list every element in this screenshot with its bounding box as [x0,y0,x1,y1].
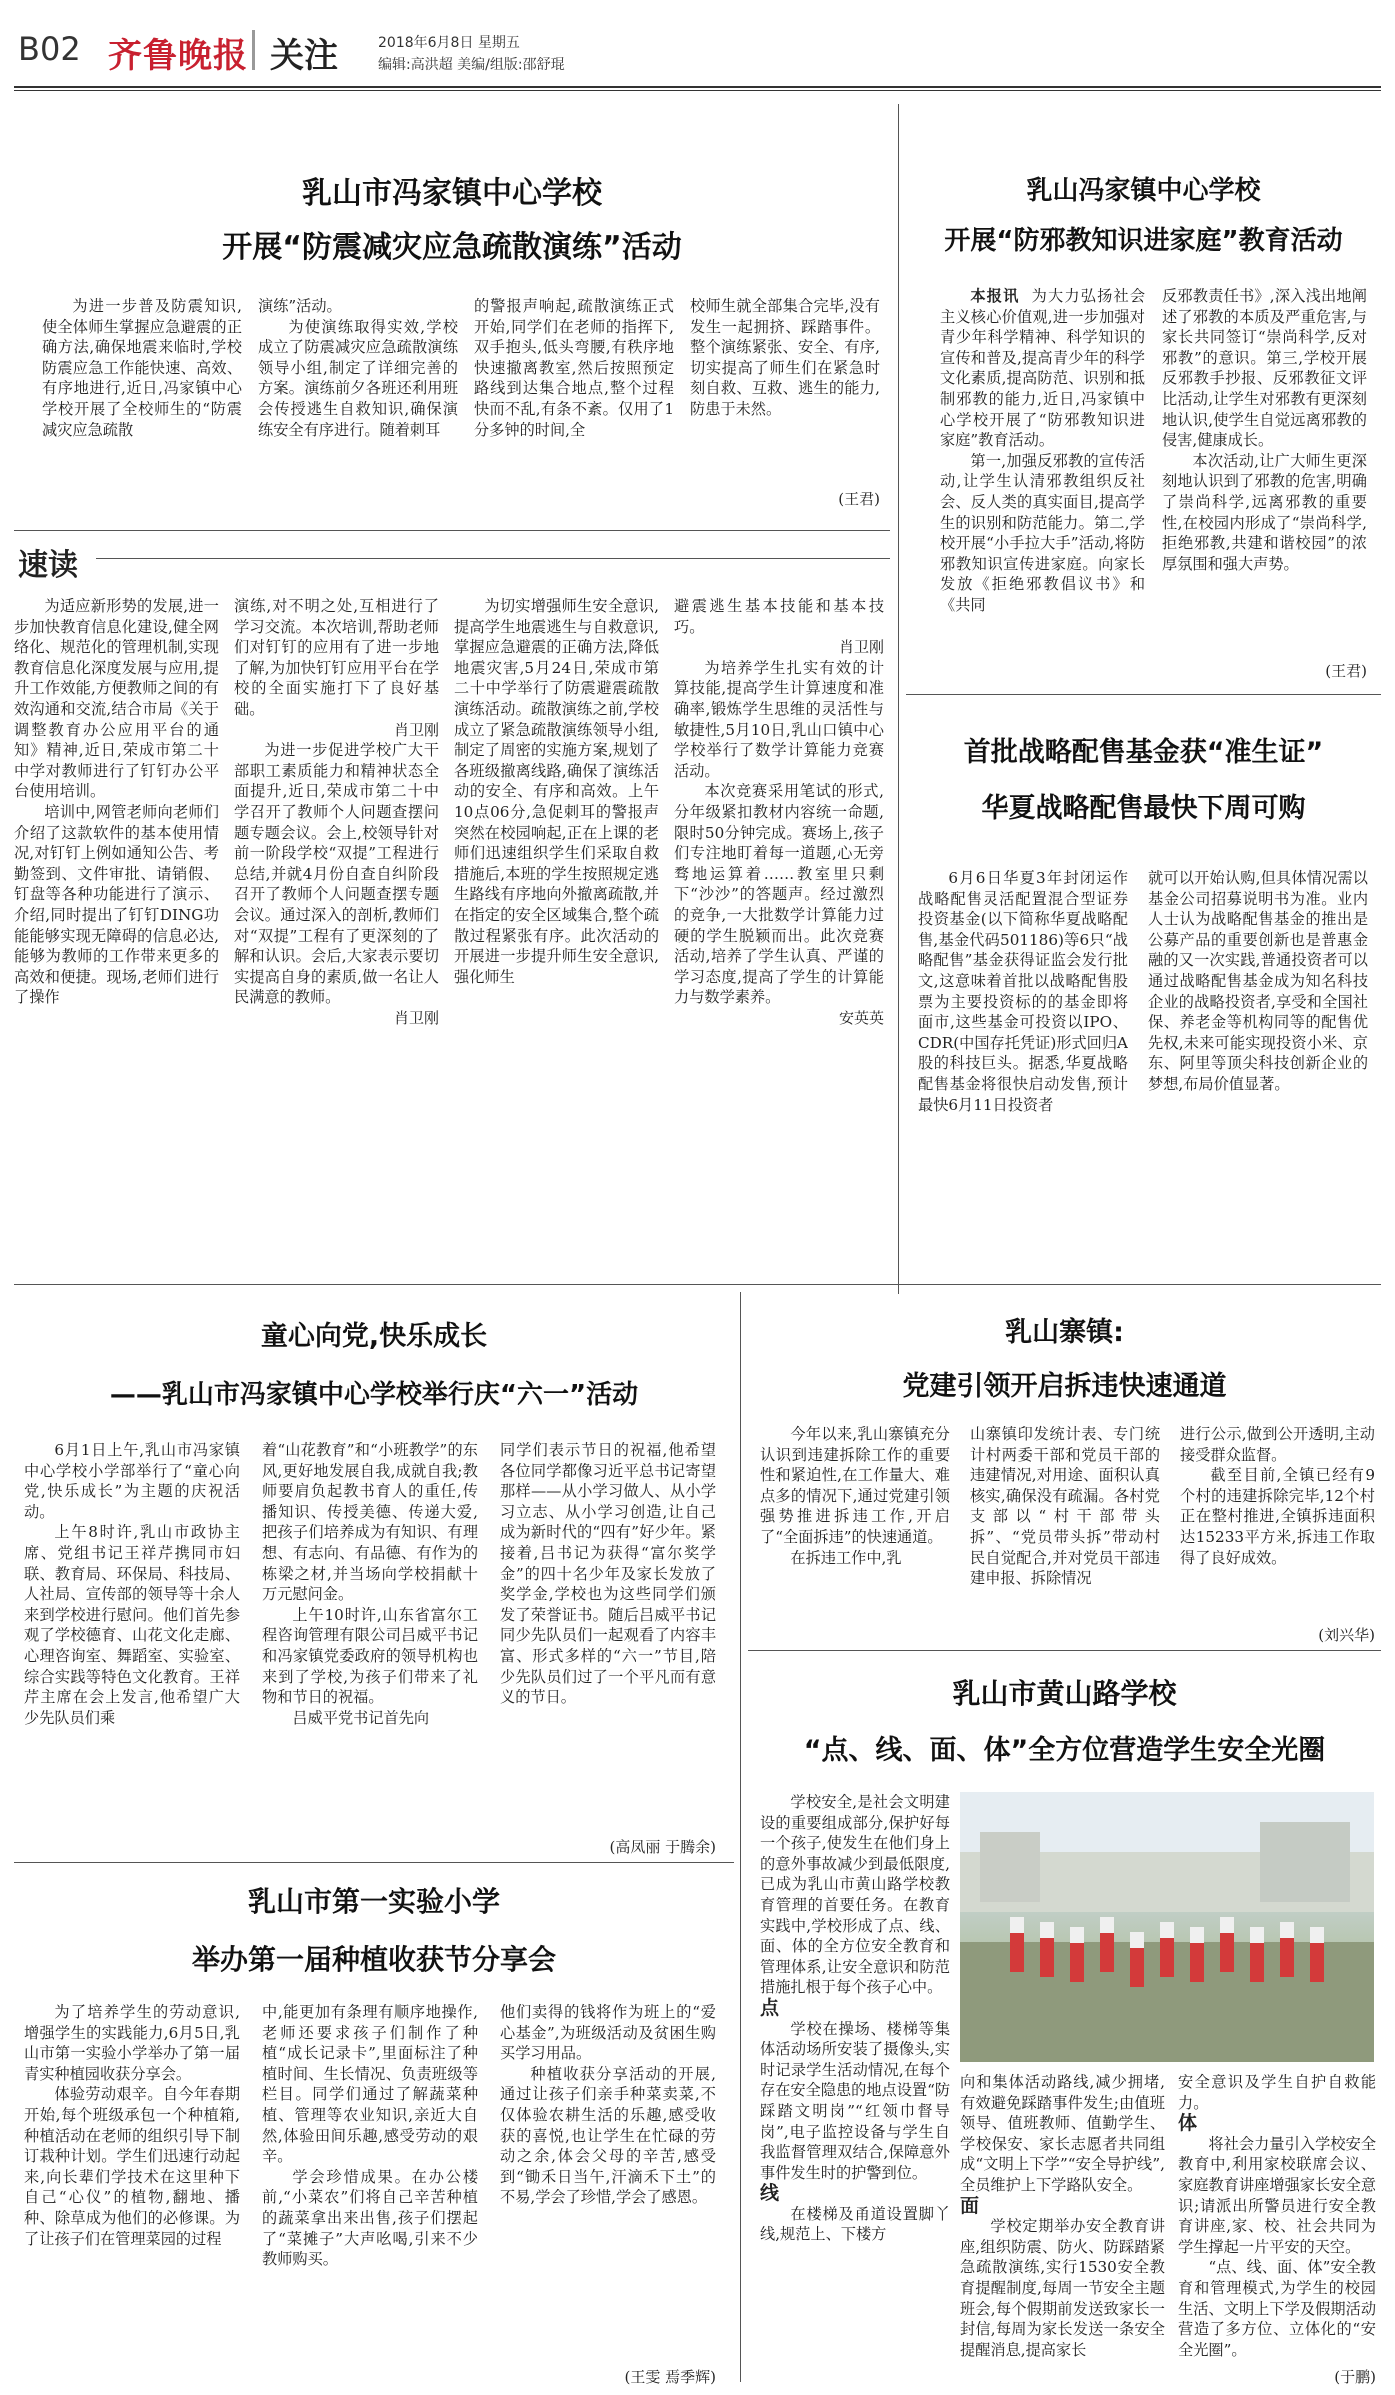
section-dian: 点 [760,1996,780,2019]
article1-col2: 演练”活动。 为使演练取得实效,学校成立了防震减灾应急疏散演练领导小组,制定了详细完善的方案。演练前夕各班还利用班会传授逃生自救知识,确保演练安全有序进行。随着刺耳 [258,297,458,439]
editor-credits: 编辑:高洪超 美编/组版:邵舒琨 [378,57,565,73]
sudu-top-rule [14,530,890,531]
article3-title-line2: 华夏战略配售最快下周可购 [981,793,1306,824]
article6-col3: 他们卖得的钱将作为班上的“爱心基金”,为班级活动及贫困生购买学习用品。 种植收获分享活动的开展,通过让孩子们亲手种菜卖菜,不仅体验农耕生活的乐趣,感受收获的喜悦,也让学生在忙碌的劳动之余,体会父母的辛苦,感受到“锄禾日当午,汗滴禾下土”的不易,学会了珍惜,学会了感恩。 [500,2003,716,2207]
article3-title-line1: 首批战略配售基金获“准生证” [963,737,1324,768]
article1-col4: 校师生就全部集合完毕,没有发生一起拥挤、踩踏事件。整个演练紧张、安全、有序,切实提高了师生们在紧急时刻自救、互救、逃生的能力,防患于未然。 [690,297,880,418]
article1-title-line2: 开展“防震减灾应急疏散演练”活动 [222,230,682,265]
article1-col1: 为进一步普及防震知识,使全体师生掌握应急避震的正确方法,确保地震来临时,学校防震应急工作能快速、高效、有序地进行,近日,冯家镇中心学校开展了全校师生的“防震减灾应急疏散 [42,297,242,439]
sudu-col1: 为适应新形势的发展,进一步加快教育信息化建设,健全网络化、规范化的管理机制,实现教育信息化深度发展与应用,提升工作效能,方便教师之间的有效沟通和交流,结合市局《关于调整教育办公应用平台的通知》精神,近日,荣成市第二十中学对教师进行了钉钉办公平台使用培训。 培训中,网管老师向老师们介绍了这款软件的基本使用情况,对钉钉上例如通知公告、考勤签到、文件审批、请销假、钉盘等各种功能进行了演示、介绍,同时提出了钉钉DING功能能够实现无障碍的信息必达,能够为教师的工作带来更多的高效和便捷。现场,老师们进行了操作 [14,597,219,1007]
article4-title-line2: ——乳山市冯家镇中心学校举行庆“六一”活动 [109,1380,639,1410]
article6-title-line1: 乳山市第一实验小学 [247,1885,500,1918]
header-rule [14,86,1381,88]
sudu-col3: 为切实增强师生安全意识,提高学生地震逃生与自救意识,掌握应急避震的正确方法,降低地震灾害,5月24日,荣成市第二十中学举行了防震避震疏散演练活动。疏散演练之前,学校成立了紧急疏散演练领导小组,制定了周密的实施方案,规划了各班级撤离线路,确保了演练活动的安全、有序和高效。上午10点06分,急促刺耳的警报声突然在校园响起,正在上课的老师们迅速组织学生们采取自救措施后,本班的学生按照规定逃生路线有序地向外撤离疏散,并在指定的安全区域集合,整个疏散过程紧张有序。此次活动的开展进一步提升师生安全意识,强化师生 [454,597,659,986]
newspaper-logo: 齐鲁晚报 [108,36,248,76]
article5-bottom-rule [748,1650,1381,1651]
article7-col1: 学校安全,是社会文明建设的重要组成部分,保护好每一个孩子,使发生在他们身上的意外事故减少到最低限度,已成为乳山市黄山路学校教育管理的首要任务。在教育实践中,学校形成了点、线、面、体的全方位安全教育和管理体系,让安全意识和防范措施扎根于每个孩子心中。 点 学校在操场、楼梯等集体活动场所安装了摄像头,实时记录学生活动情况,在每个存在安全隐患的地点设置“防踩踏文明岗”“红领巾督导岗”,电子监控设备与学生自我监督管理双结合,保障意外事件发生时的护警到位。 线 在楼梯及甬道设置脚丫线,规范上、下楼方 [760,1793,950,2244]
section-xian: 线 [760,2182,780,2205]
sudu-heading: 速读 [18,548,78,583]
article3-col2: 就可以开始认购,但具体情况需以基金公司招募说明书为准。业内人士认为战略配售基金的推出是公募产品的重要创新也是普惠金融的又一次实践,普通投资者可以通过战略配售基金成为知名科技企业的战略投资者,享受和全国社保、养老金等机构同等的配售优先权,未来可能实现投资小米、京东、阿里等顶尖科技创新企业的梦想,布局价值显著。 [1148,869,1368,1093]
section-title: 关注 [270,36,338,76]
sudu-col2: 演练,对不明之处,互相进行了学习交流。本次培训,帮助老师们对钉钉的应用有了进一步地了解,为加快钉钉应用平台在学校的全面实施打下了良好基础。 肖卫刚 为进一步促进学校广大干部职工素质能力和精神状态全面提升,近日,荣成市第二十中学召开了教师个人问题查摆问题专题会议。会上,校领导针对前一阶段学校“双提”工程进行总结,并就4月份自查自纠阶段召开了教师个人问题查摆专题会议。通过深入的剖析,教师们对“双提”工程有了更深刻的了解和认识。会后,大家表示要切实提高自身的素质,做一名让人民满意的教师。 肖卫刚 [234,597,439,1027]
article2-lead-text: 为大力弘扬社会主义核心价值观,进一步加强对青少年科学精神、科学知识的宣传和普及,提高青少年的科学文化素质,提高防范、识别和抵制邪教的能力,近日,冯家镇中心学校开展了“防邪教知识进家庭”教育活动。 [940,287,1145,450]
article5-col1: 今年以来,乳山寨镇充分认识到违建拆除工作的重要性和紧迫性,在工作量大、难点多的情况下,通过党建引领强势推进拆违工作,开启了“全面拆违”的快速通道。 在拆违工作中,乳 [760,1425,950,1567]
article4-col2: 着“山花教育”和“小班教学”的东风,更好地发展自我,成就自我;教师要肩负起教书育人的重任,传播知识、传授美德、传递大爱,把孩子们培养成为有知识、有理想、有志向、有品德、有作为的栋梁之材,并当场向学校捐献十万元慰问金。 上午10时许,山东省富尔工程咨询管理有限公司吕威平书记和冯家镇党委政府的领导机构也来到了学校,为孩子们带来了礼物和节日的祝福。 吕威平党书记首先向 [262,1441,478,1727]
article2-byline: (王君) [1325,662,1367,680]
article6-col1: 为了培养学生的劳动意识,增强学生的实践能力,6月5日,乳山市第一实验小学举办了第一届青实种植园收获分享会。 体验劳动艰辛。自今年春期开始,每个班级承包一个种植箱,种植活动在老师的组织引导下制订栽种计划。学生们迅速行动起来,向长辈们学技术在这里种下自己“心仪”的植物,翻地、播种、除草成为他们的必修课。为了让孩子们在管理菜园的过程 [24,2003,240,2248]
page-code: B02 [18,30,81,68]
article7-col3: 安全意识及学生自护自救能力。 体 将社会力量引入学校安全教育中,利用家校联席会议、家庭教育讲座增强家长安全意识;请派出所警员进行安全教育讲座,家、校、社会共同为学生撑起一片平安的天空。 “点、线、面、体”安全教育和管理模式,为学生的校园生活、文明上下学及假期活动营造了多方位、立体化的“安全光圈”。 [1178,2073,1376,2359]
sudu-col4: 避震逃生基本技能和基本技巧。 肖卫刚 为培养学生扎实有效的计算技能,提高学生计算速度和准确率,锻炼学生思维的灵活性与敏捷性,5月10日,乳山口镇中心学校举行了数学计算能力竞赛活动。 本次竞赛采用笔试的形式,分年级紧扣教材内容统一命题,限时50分钟完成。赛场上,孩子们专注地盯着每一道题,心无旁骛地运算着……教室里只剩下“沙沙”的答题声。经过激烈的竞争,一大批数学计算能力过硬的学生脱颖而出。此次竞赛活动,培养了学生认真、严谨的学习态度,提高了学生的计算能力与数学素养。 安英英 [674,597,884,1027]
article6-title-line2: 举办第一届种植收获节分享会 [191,1943,556,1976]
article6-byline: (王雯 焉季辉) [624,2368,716,2386]
article4-col3: 同学们表示节日的祝福,他希望各位同学都像习近平总书记寄望那样——从小学习做人、从小学习立志、从小学习创造,让自己成为新时代的“四有”好少年。紧接着,吕书记为获得“富尔奖学金”的四十名少年及家长发放了奖学金,学校也为这些同学们颁发了荣誉证书。随后吕威平书记同少先队员们一起观看了内容丰富、形式多样的“六一”节目,陪少先队员们过了一个平凡而有意义的节日。 [500,1441,716,1707]
article4-title-line1: 童心向党,快乐成长 [260,1321,488,1352]
photo-illustration [960,1792,1374,2062]
sudu-sig4: 安英英 [838,1008,884,1027]
article2-lead-tag: 本报讯 [970,287,1020,305]
section-mian: 面 [960,2194,980,2217]
article7-title-line1: 乳山市黄山路学校 [952,1677,1177,1710]
article2-col2: 反邪教责任书》,深入浅出地阐述了邪教的本质及严重危害,与家长共同签订“崇尚科学,反对邪教”的意识。第三,学校开展反邪教手抄报、反邪教征文评比活动,让学生对邪教有更深刻地认识,使学生自觉远离邪教的侵害,健康成长。 本次活动,让广大师生更深刻地认识到了邪教的危害,明确了崇尚科学,远离邪教的重要性,在校园内形成了“崇尚科学,拒绝邪教,共建和谐校园”的浓厚氛围和强大声势。 [1162,287,1367,573]
article6-top-rule [14,1862,734,1863]
article4-col1: 6月1日上午,乳山市冯家镇中心学校小学部举行了“童心向党,快乐成长”为主题的庆祝活动。 上午8时许,乳山市政协主席、党组书记王祥芹携同市妇联、教育局、环保局、科技局、人社局、宣传部的领导等十余人来到学校进行慰问。他们首先参观了学校德育、山花文化走廊、心理咨询室、舞蹈室、实验室、综合实践等特色文化教育。王祥芹主席在会上发言,他希望广大少先队员们乘 [24,1441,240,1727]
section-ti: 体 [1178,2112,1198,2135]
sudu-heading-rule [96,558,890,559]
article3-col1: 6月6日华夏3年封闭运作战略配售灵活配置混合型证券投资基金(以下简称华夏战略配售,基金代码501186)等6只“战略配售”基金获得证监会发行批文,这意味着首批以战略配售股票为主要投资标的的基金即将面市,这些基金可投资以IPO、CDR(中国存托凭证)形式回归A股的科技巨头。据悉,华夏战略配售基金将很快启动发售,预计最快6月11日投资者 [918,869,1128,1114]
issue-date: 2018年6月8日 星期五 [378,35,520,51]
header-rule-thin [14,90,1381,91]
article7-col2: 向和集体活动路线,减少拥堵,有效避免踩踏事件发生;由值班领导、值班教师、值勤学生、学校保安、家长志愿者共同组成“文明上下学”“安全导护线”,全员维护上下学路队安全。 面 学校定期举办安全教育讲座,组织防震、防火、防踩踏紧急疏散演练,实行1530安全教育提醒制度,每周一节安全主题班会,每个假期前发送致家长一封信,每周为家长发送一条安全提醒消息,提高家长 [960,2073,1165,2359]
column-divider-lower [740,1292,741,2382]
article5-title-line1: 乳山寨镇: [1005,1317,1124,1348]
article5-col3: 进行公示,做到公开透明,主动接受群众监督。 截至目前,全镇已经有9个村的违建拆除完毕,12个村正在整村推进,全镇拆违面积达15233平方米,拆违工作取得了良好成效。 [1180,1425,1375,1567]
article6-col2: 中,能更加有条理有顺序地操作,老师还要求孩子们制作了种植“成长记录卡”,里面标注了种植时间、生长情况、负责班级等栏目。同学们通过了解蔬菜种植、管理等农业知识,亲近大自然,体验田间乐趣,感受劳动的艰辛。 学会珍惜成果。在办公楼前,“小菜农”们将自己辛苦种植的蔬菜拿出来出售,孩子们摆起了“菜摊子”大声吆喝,引来不少教师购买。 [262,2003,478,2269]
article4-byline: (高凤丽 于腾余) [609,1838,716,1856]
sudu-sig2: 肖卫刚 [393,1008,439,1027]
article2-bottom-rule [906,694,1381,695]
article2-title-line1: 乳山冯家镇中心学校 [1026,176,1261,206]
article2-title-line2: 开展“防邪教知识进家庭”教育活动 [944,226,1343,256]
article7-byline: (于鹏) [1334,2368,1376,2386]
article1-byline: (王君) [838,490,880,508]
article5-title-line2: 党建引领开启拆违快速通道 [902,1371,1227,1402]
article2-col1: 本报讯 为大力弘扬社会主义核心价值观,进一步加强对青少年科学精神、科学知识的宣传和普及,提高青少年的科学文化素质,提高防范、识别和抵制邪教的能力,近日,冯家镇中心学校开展了“防邪教知识进家庭”教育活动。 第一,加强反邪教的宣传活动,让学生认清邪教组织反社会、反人类的真实面目,提高学生的识别和防范能力。第二,学校开展“小手拉大手”活动,将防邪教知识宣传进家庭。向家长发放《拒绝邪教倡议书》和《共同 [940,287,1145,614]
sudu-sig3: 肖卫刚 [838,638,884,657]
article1-col3: 的警报声响起,疏散演练正式开始,同学们在老师的指挥下,双手抱头,低头弯腰,有秩序地快速撤离教室,然后按照预定路线到达集合地点,整个过程快而不乱,有条不紊。仅用了1分多钟的时间,全 [474,297,674,439]
article5-col2: 山寨镇印发统计表、专门统计村两委干部和党员干部的违建情况,对用途、面积认真核实,确保没有疏漏。各村党支部以“村干部带头拆”、“党员带头拆”带动村民自觉配合,并对党员干部违建申报、拆除情况 [970,1425,1160,1588]
article1-title-line1: 乳山市冯家镇中心学校 [302,176,602,211]
article5-byline: (刘兴华) [1318,1626,1375,1644]
sudu-sig1: 肖卫刚 [393,720,439,739]
mid-divider [14,1284,1381,1285]
column-divider-right [898,104,899,1294]
safety-activity-photo [960,1792,1374,2062]
header-divider [252,30,255,70]
article7-title-line2: “点、线、面、体”全方位营造学生安全光圈 [803,1735,1326,1766]
